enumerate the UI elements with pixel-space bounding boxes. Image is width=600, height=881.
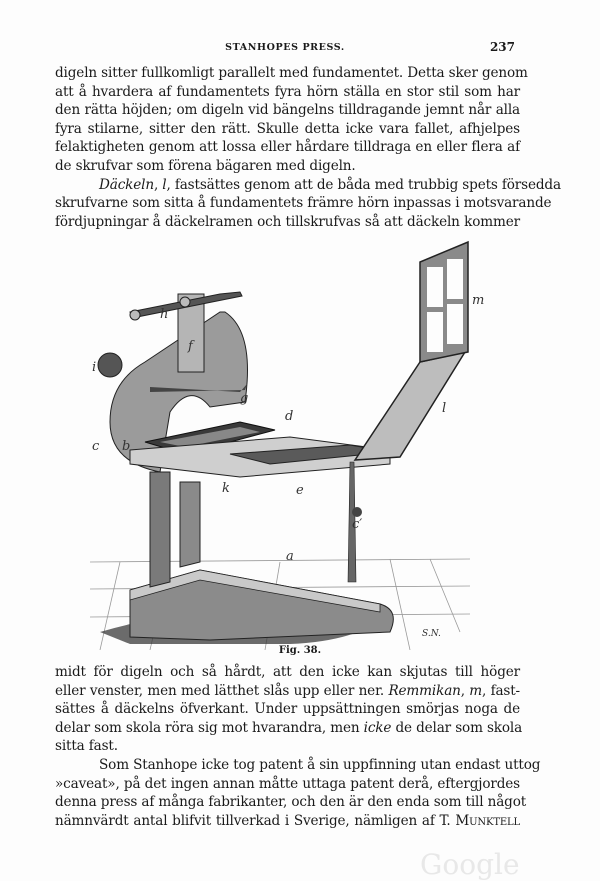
name-munktell: Munktell <box>455 812 520 829</box>
page-number: 237 <box>489 40 515 54</box>
google-watermark: Google <box>420 848 520 881</box>
term-daeckeln: Däckeln <box>99 176 154 193</box>
text-run: nämnvärdt antal blifvit tillverkad i Sverige, nämligen af T. <box>55 812 456 829</box>
press-engraving <box>90 232 510 650</box>
text-run: , fastsättes genom att de båda med trubbig spets försedda <box>166 176 561 193</box>
text-line-munktell <box>55 812 520 831</box>
text-line: denna press af många fabrikanter, och den är den enda som till något <box>55 794 527 811</box>
label-d: d <box>285 409 294 424</box>
text-line: digeln sitter fullkomligt parallelt med fundamentet. Detta sker genom <box>55 65 528 81</box>
text-line: felaktigheten genom att lossa eller hårdare tilldraga en eller flera af <box>55 139 520 156</box>
label-e: e <box>296 483 304 498</box>
text-line: fyra stilarne, sitter den rätt. Skulle detta icke vara fallet, afhjelpes <box>55 120 520 137</box>
label-c-prime: c′ <box>352 517 363 532</box>
paragraph-4-first-line: Som Stanhope icke tog patent å sin uppfinning utan endast uttog <box>99 756 541 773</box>
label-a: a <box>286 549 294 564</box>
text-run: eller venster, men med lätthet slås upp eller ner. <box>55 682 389 699</box>
paragraph-2-first-line <box>55 176 561 195</box>
label-c: c <box>92 439 100 454</box>
label-l: l <box>442 401 447 416</box>
text-line: »caveat», på det ingen annan måtte uttaga patent derå, eftergjordes <box>55 775 520 792</box>
paragraph-1 <box>55 64 561 231</box>
figure-ref-m: m <box>469 682 483 699</box>
text-line: sättes å däckelns öfverkant. Under uppsättningen smörjas noga de <box>55 701 520 718</box>
text-run: , fast- <box>482 682 520 699</box>
label-f: f <box>188 339 193 354</box>
text-line: sitta fast. <box>55 738 118 755</box>
text-line-icke <box>55 719 523 738</box>
label-i: i <box>92 360 97 375</box>
label-h: h <box>160 307 169 322</box>
text-run: de delar som skola <box>391 719 523 736</box>
term-remmikan: Remmikan <box>388 682 461 699</box>
text-run: , <box>460 682 470 699</box>
text-line: att å hvardera af fundamentets fyra hörn ställa en stor stil som har <box>55 83 520 100</box>
running-title: STANHOPES PRESS. <box>225 42 345 53</box>
text-run: , <box>153 176 163 193</box>
text-line: de skrufvar som förena bägaren med digeln. <box>55 157 356 174</box>
label-b: b <box>122 439 131 454</box>
text-line: midt för digeln och så hårdt, att den icke kan skjutas till höger <box>55 664 520 680</box>
label-m: m <box>472 293 485 308</box>
text-line: skrufvarne som sitta å fundamentets främre hörn inpassas i motsvarande <box>55 195 552 212</box>
label-g: g <box>240 391 249 406</box>
running-header <box>55 40 515 56</box>
figure-stanhope-press-illustration <box>90 232 510 650</box>
text-line: fördjupningar å däckelramen och tillskrufvas så att däckeln kommer <box>55 213 520 230</box>
engraver-signature: S.N. <box>422 629 441 639</box>
label-k: k <box>222 481 230 496</box>
emphasis-icke: icke <box>363 719 392 736</box>
figure-caption: Fig. 38. <box>278 645 322 656</box>
text-run: delar som skola röra sig mot hvarandra, men <box>55 719 364 736</box>
figure-ref-l: l <box>162 176 167 193</box>
paragraph-3 <box>55 663 541 830</box>
text-line-remmikan <box>55 682 520 701</box>
text-line: den rätta höjden; om digeln vid bängelns tilldragande jemnt når alla <box>55 102 520 119</box>
